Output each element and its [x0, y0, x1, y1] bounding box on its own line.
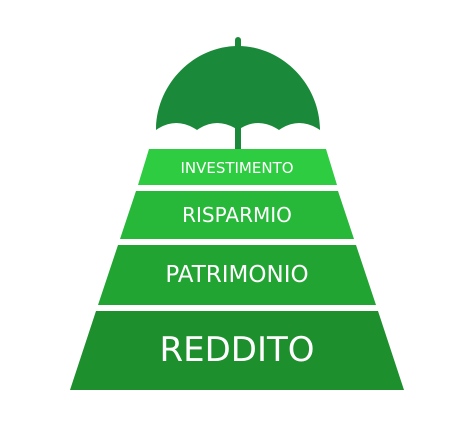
tier-investimento: [138, 149, 337, 185]
umbrella-shaft: [235, 126, 241, 150]
tier-patrimonio-label: PATRIMONIO: [165, 262, 309, 288]
tier-investimento-label: INVESTIMENTO: [180, 159, 294, 177]
umbrella-canopy: [156, 46, 320, 130]
tier-reddito-label: REDDITO: [159, 330, 315, 370]
tier-risparmio-label: RISPARMIO: [182, 203, 292, 227]
umbrella-icon: [156, 37, 320, 150]
tier-reddito: [70, 311, 404, 390]
tier-patrimonio: [98, 245, 376, 305]
tier-risparmio: [120, 191, 354, 239]
